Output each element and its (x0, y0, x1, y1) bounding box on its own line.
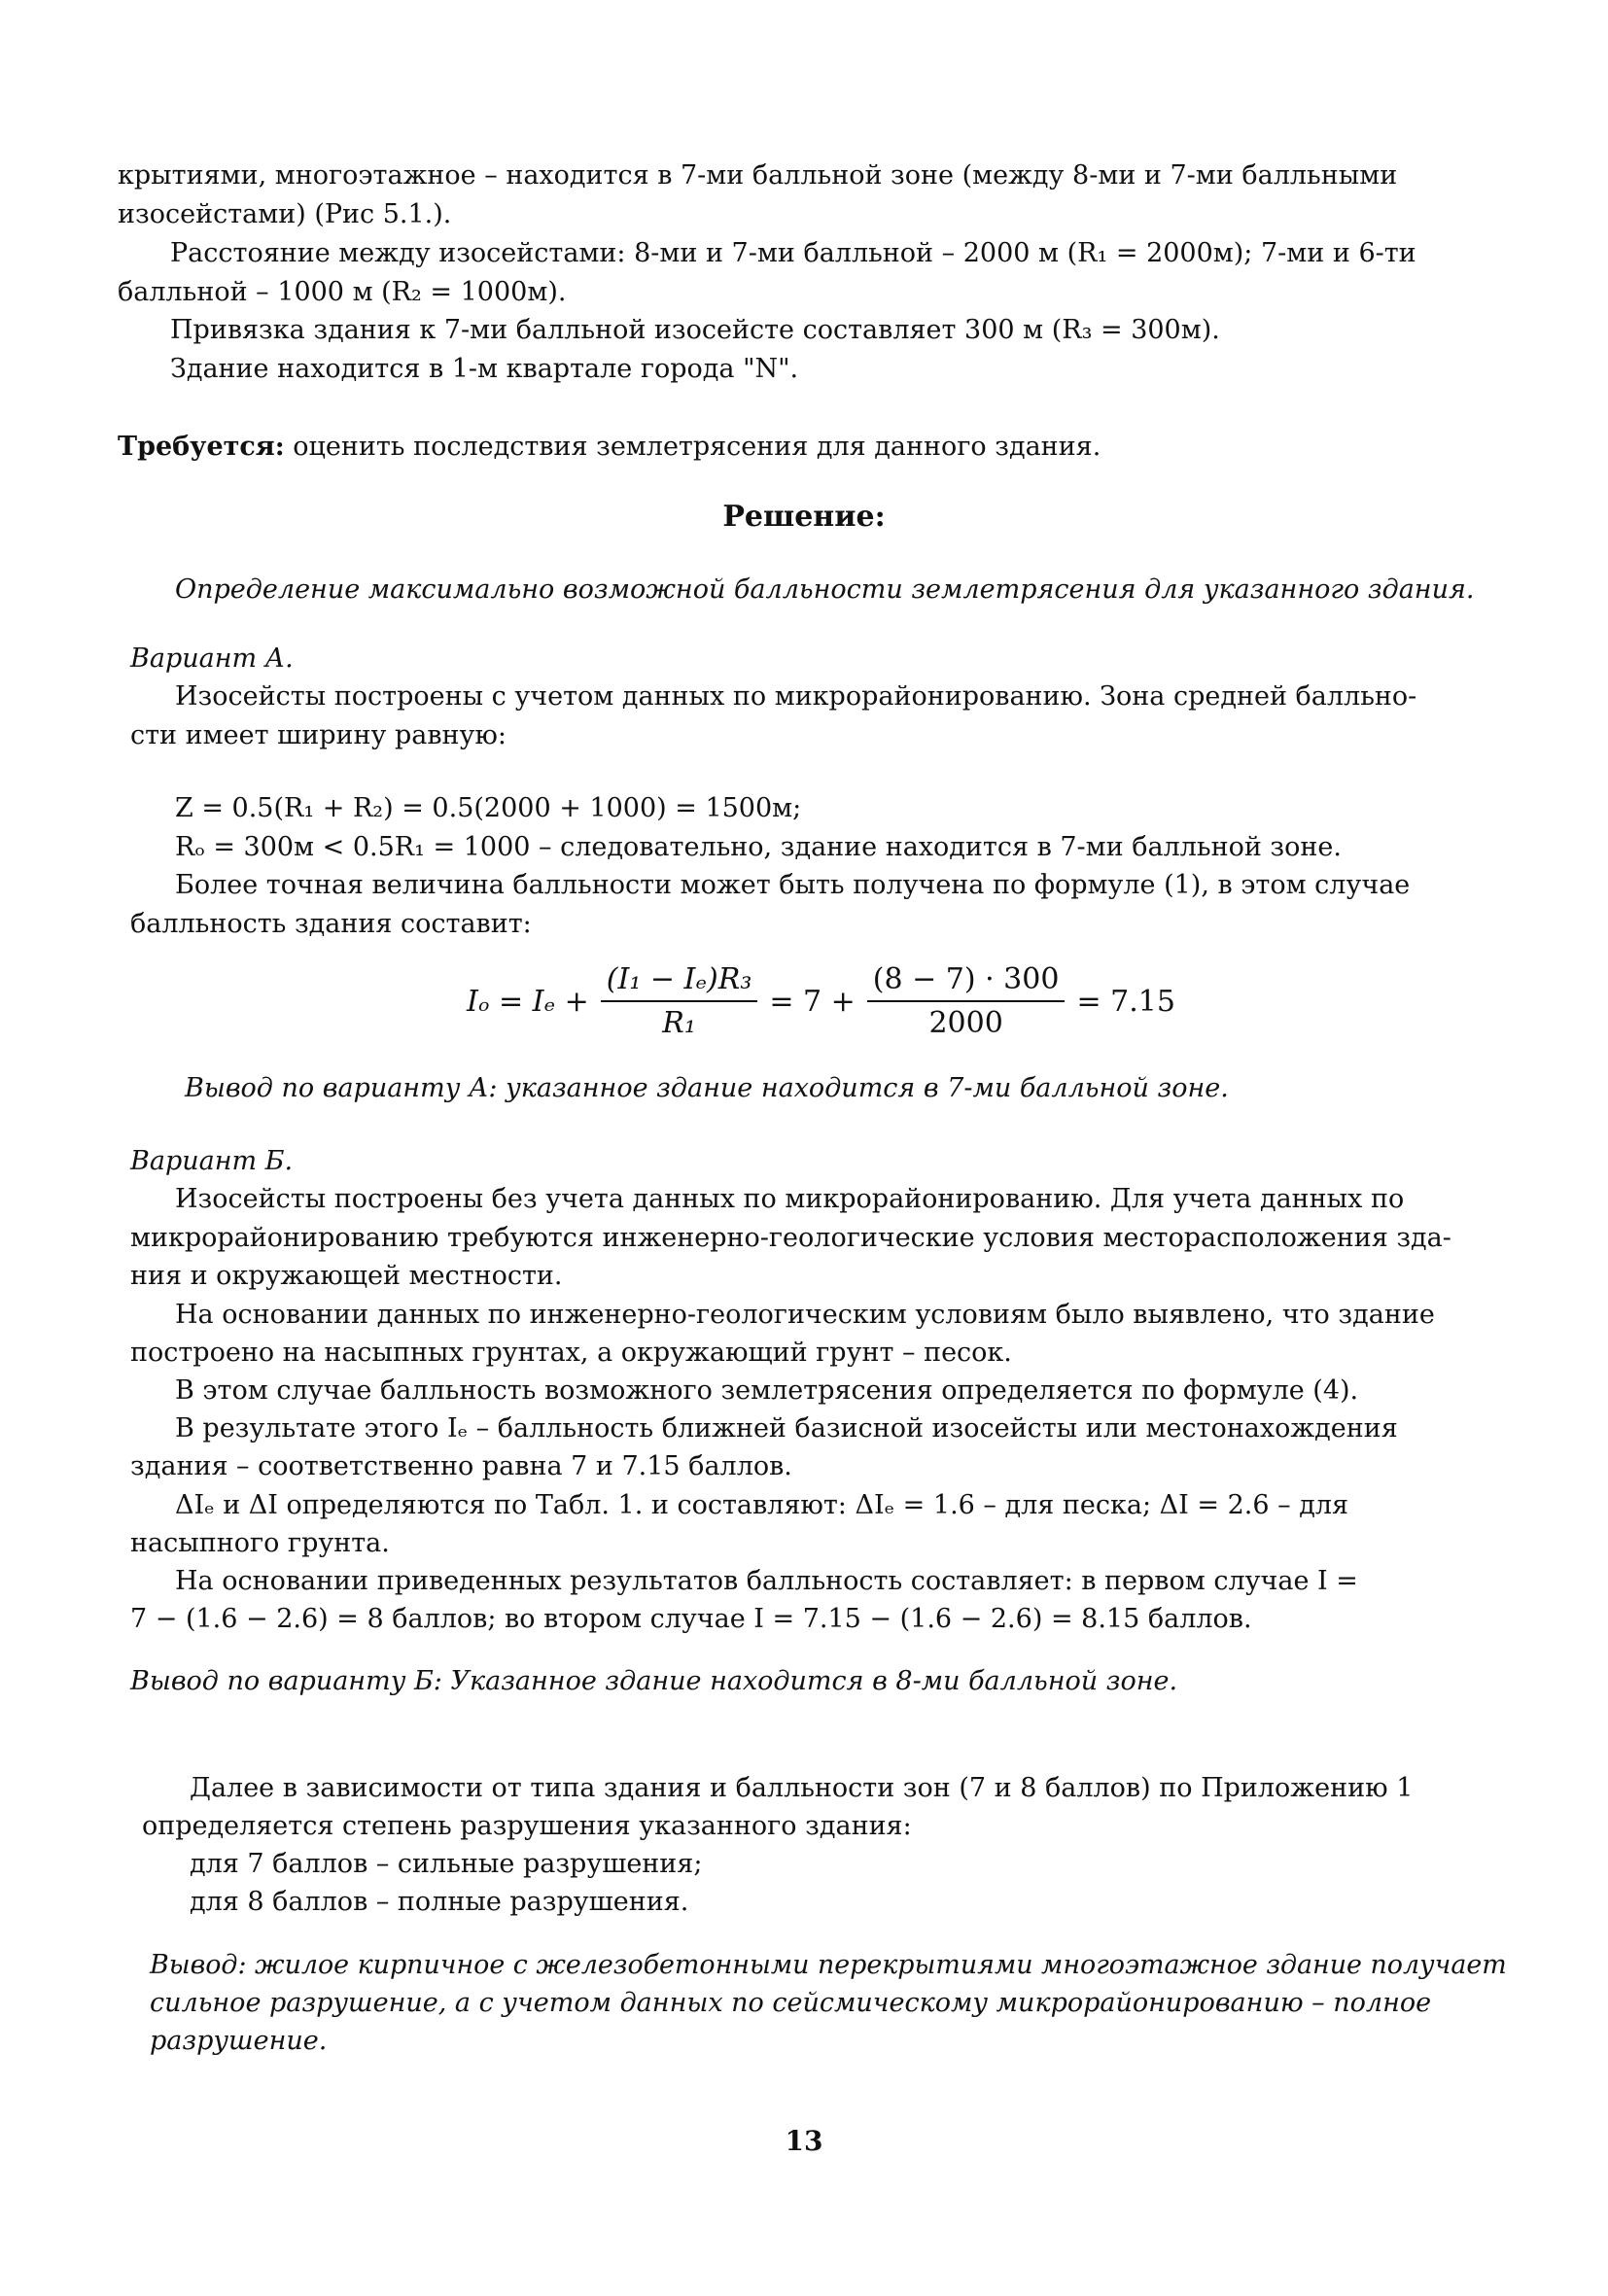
variant-a-line-3: Более точная величина балльности может быть получена по формуле (1), в этом случае (175, 870, 1411, 900)
formula-numerator-2: (8 − 7) · 300 (867, 962, 1066, 1002)
variant-b-line-10: насыпного грунта. (130, 1528, 390, 1558)
intro-line-6: Здание находится в 1-м квартале города "N". (170, 354, 799, 384)
variant-b-line-4: На основании данных по инженерно-геологическим условиям было выявлено, что здание (175, 1300, 1435, 1330)
variant-b-line-12: 7 − (1.6 − 2.6) = 8 баллов; во втором случае I = 7.15 − (1.6 − 2.6) = 8.15 баллов. (130, 1604, 1252, 1634)
variant-b-line-3: ния и окружающей местности. (130, 1261, 563, 1291)
variant-a-heading: Вариант А. (130, 644, 294, 674)
variant-a-line-2: сти имеет ширину равную: (130, 720, 507, 750)
task-label: Требуется: (118, 432, 285, 462)
formula-middle: = 7 + (769, 984, 856, 1019)
page-number: 13 (785, 2125, 823, 2157)
variant-b-line-7: В результате этого Iₑ – балльность ближней базисной изосейсты или местонахождения (175, 1413, 1398, 1444)
intro-line-2: изосейстами) (Рис 5.1.). (118, 199, 452, 229)
variant-a-line-4: балльность здания составит: (130, 909, 532, 939)
intro-line-1: крытиями, многоэтажное – находится в 7-ми балльной зоне (между 8-ми и 7-ми балльными (118, 160, 1398, 191)
final-conclusion-line-1: Вывод: жилое кирпичное с железобетонными перекрытиями многоэтажное здание получает (150, 1950, 1507, 1980)
variant-b-line-5: построено на насыпных грунтах, а окружающий грунт – песок. (130, 1338, 1012, 1368)
variant-a-equation-2: Rₒ = 300м < 0.5R₁ = 1000 – следовательно, здание находится в 7-ми балльной зоне. (175, 832, 1342, 862)
intro-line-5: Привязка здания к 7-ми балльной изосейсте составляет 300 м (R₃ = 300м). (170, 315, 1220, 345)
balance-formula (467, 962, 1175, 1040)
section-subtitle: Определение максимально возможной балльности землетрясения для указанного здания. (175, 574, 1475, 605)
formula-numerator-1: (I₁ − Iₑ)R₃ (601, 962, 758, 1002)
variant-a-equation-1: Z = 0.5(R₁ + R₂) = 0.5(2000 + 1000) = 1500м; (175, 793, 802, 823)
further-line-1: Далее в зависимости от типа здания и балльности зон (7 и 8 баллов) по Приложению 1 (190, 1773, 1414, 1803)
final-conclusion-line-3: разрушение. (150, 2026, 328, 2056)
variant-a-line-1: Изосейсты построены с учетом данных по микрорайонированию. Зона средней балльно- (175, 681, 1417, 712)
task-text: оценить последствия землетрясения для данного здания. (284, 432, 1101, 462)
variant-b-line-9: ΔIₑ и ΔI определяются по Табл. 1. и составляют: ΔIₑ = 1.6 – для песка; ΔI = 2.6 – для (175, 1490, 1348, 1520)
variant-a-conclusion: Вывод по варианту А: указанное здание находится в 7-ми балльной зоне. (185, 1073, 1229, 1103)
formula-fraction-1 (601, 962, 758, 1040)
variant-b-line-8: здания – соответственно равна 7 и 7.15 баллов. (130, 1451, 792, 1481)
further-line-2: определяется степень разрушения указанного здания: (142, 1811, 912, 1841)
variant-b-line-6: В этом случае балльность возможного землетрясения определяется по формуле (4). (175, 1375, 1359, 1406)
variant-b-line-2: микрорайонированию требуются инженерно-геологические условия месторасположения зда- (130, 1223, 1451, 1253)
variant-b-line-1: Изосейсты построены без учета данных по микрорайонированию. Для учета данных по (175, 1184, 1405, 1214)
further-line-3: для 7 баллов – сильные разрушения; (190, 1849, 703, 1879)
formula-denominator-1: R₁ (662, 1006, 696, 1040)
variant-b-conclusion: Вывод по варианту Б: Указанное здание находится в 8-ми балльной зоне. (130, 1666, 1178, 1696)
task-line (118, 431, 1101, 464)
intro-line-3: Расстояние между изосейстами: 8-ми и 7-ми балльной – 2000 м (R₁ = 2000м); 7-ми и 6-ти (170, 238, 1416, 268)
formula-lhs: Iₒ = Iₑ + (467, 984, 589, 1019)
further-line-4: для 8 баллов – полные разрушения. (190, 1887, 689, 1917)
intro-line-4: балльной – 1000 м (R₂ = 1000м). (118, 277, 567, 307)
formula-result: = 7.15 (1076, 984, 1175, 1019)
formula-denominator-2: 2000 (928, 1006, 1003, 1040)
solution-title: Решение: (722, 500, 886, 534)
final-conclusion-line-2: сильное разрушение, а с учетом данных по сейсмическому микрорайонированию – полное (150, 1988, 1432, 2018)
formula-fraction-2 (867, 962, 1066, 1040)
variant-b-line-11: На основании приведенных результатов балльность составляет: в первом случае I = (175, 1566, 1358, 1596)
variant-b-heading: Вариант Б. (130, 1146, 294, 1176)
